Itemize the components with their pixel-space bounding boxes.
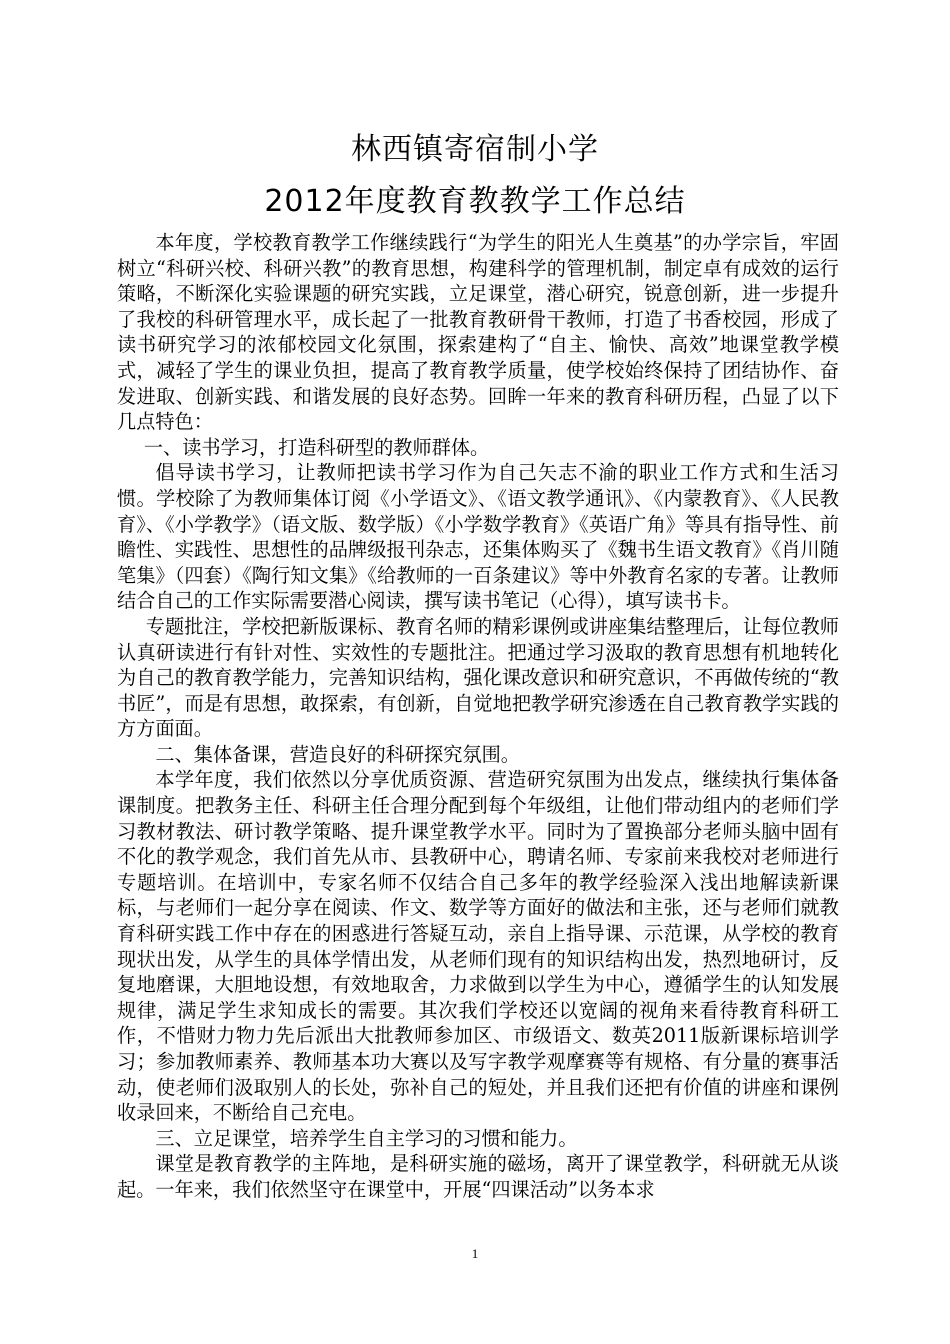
paragraph-annotation: 专题批注，学校把新版课标、教育名师的精彩课例或讲座集结整理后，让每位教师认真研读进行有针对性、实效性的专题批注。把通过学习汲取的教育思想有机地转化为自己的教育教学能力，完善知识结构，强化课改意识和研究意识，不再做传统的“教书匠”，而是有思想，敢探索，有创新，自觉地把教学研究渗透在自己教育教学实践的方方面面。: [117, 614, 839, 741]
section-heading-reading: 一、读书学习，打造科研型的教师群体。: [143, 435, 490, 459]
title-report-name: 2012年度教育教教学工作总结: [264, 184, 686, 219]
document-body: [117, 230, 839, 1203]
paragraph-reading: 倡导读书学习，让教师把读书学习作为自己矢志不渝的职业工作方式和生活习惯。学校除了为教师集体订阅《小学语文》、《语文教学通讯》、《内蒙教育》、《人民教育》、《小学教学》（语文版、数学版）《小学数学教育》《英语广角》等具有指导性、前瞻性、实践性、思想性的品牌级报刊杂志，还集体购买了《魏书生语文教育》《肖川随笔集》（四套）《陶行知文集》《给教师的一百条建议》等中外教育名家的专著。让教师结合自己的工作实际需要潜心阅读，撰写读书笔记（心得），填写读书卡。: [117, 461, 839, 613]
section-heading-classroom: 三、立足课堂，培养学生自主学习的习惯和能力。: [155, 1126, 578, 1150]
page-number: 1: [471, 1246, 479, 1261]
paragraph-intro: 本年度，学校教育教学工作继续践行“为学生的阳光人生奠基”的办学宗旨，牢固树立“科研兴校、科研兴教”的教育思想，构建科学的管理机制，制定卓有成效的运行策略，不断深化实验课题的研究实践，立足课堂，潜心研究，锐意创新，进一步提升了我校的科研管理水平，成长起了一批教育教研骨干教师，打造了书香校园，形成了读书研究学习的浓郁校园文化氛围，探索建构了“自主、愉快、高效”地课堂教学模式，减轻了学生的课业负担，提高了教育教学质量，使学校始终保持了团结协作、奋发进取、创新实践、和谐发展的良好态势。回眸一年来的教育科研历程，凸显了以下几点特色：: [117, 231, 839, 434]
section-heading-collective-prep: 二、集体备课，营造良好的科研探究氛围。: [155, 742, 520, 766]
document-title: [0, 124, 950, 228]
title-school-name: 林西镇寄宿制小学: [351, 132, 599, 167]
paragraph-collective-prep: 本学年度，我们依然以分享优质资源、营造研究氛围为出发点，继续执行集体备课制度。把教务主任、科研主任合理分配到每个年级组，让他们带动组内的老师们学习教材教法、研讨教学策略、提升课堂教学水平。同时为了置换部分老师头脑中固有不化的教学观念，我们首先从市、县教研中心，聘请名师、专家前来我校对老师进行专题培训。在培训中，专家名师不仅结合自己多年的教学经验深入浅出地解读新课标，与老师们一起分享在阅读、作文、数学等方面好的做法和主张，还与老师们就教育科研实践工作中存在的困惑进行答疑互动，亲自上指导课、示范课，从学校的教育现状出发，从学生的具体学情出发，从老师们现有的知识结构出发，热烈地研讨，反复地磨课，大胆地设想，有效地取舍，力求做到以学生为中心，遵循学生的认知发展规律，满足学生求知成长的需要。其次我们学校还以宽阔的视角来看待教育科研工作，不惜财力物力先后派出大批教师参加区、市级语文、数英2011版新课标培训学习；参加教师素养、教师基本功大赛以及写字教学观摩赛等有规格、有分量的赛事活动，使老师们汲取别人的长处，弥补自己的短处，并且我们还把有价值的讲座和课例收录回来，不断给自己充电。: [117, 768, 839, 1125]
paragraph-classroom: 课堂是教育教学的主阵地，是科研实施的磁场，离开了课堂教学，科研就无从谈起。一年来，我们依然坚守在课堂中，开展“四课活动”以务本求: [117, 1152, 839, 1201]
